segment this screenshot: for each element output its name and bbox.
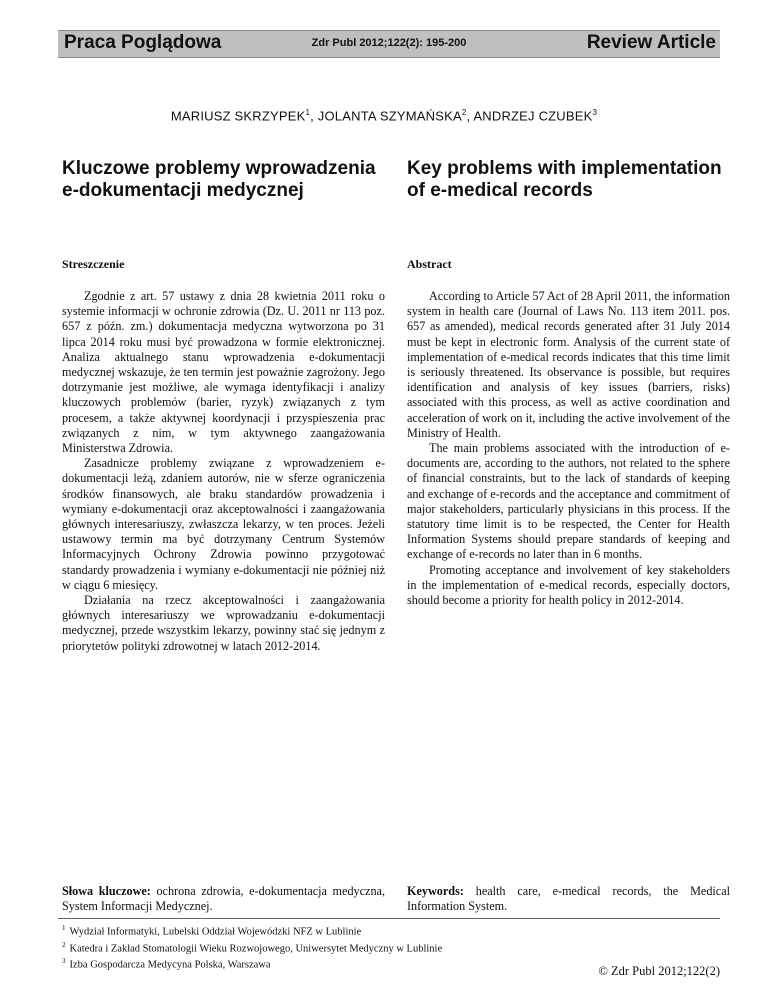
keywords-label: Keywords: [407,884,464,898]
author: MARIUSZ SKRZYPEK [170,108,306,124]
affiliation-item: $^1$ Wydział Informatyki, Lubelski Oddział Wojewódzki NFZ w Lublinie [62,924,362,938]
article-type-pl: Praca Poglądowa [64,32,222,53]
affiliations [62,922,442,972]
abstract-body-pl [62,289,385,654]
keywords-en [407,884,730,914]
journal-header-bar [58,30,720,58]
keywords-pl [62,884,385,914]
author-affiliation-mark: 1 [305,108,311,117]
keywords-text: health care, e-medical records, the Medical Information System. [407,884,730,914]
author: ANDRZEJ CZUBEK [473,108,593,124]
abstract-paragraph: Działania na rzecz akceptowalności i zaangażowania głównych interesariuszy we wprowadzaniu e-dokumentacji medycznej, przede wszystkim lekarzy, powinny stać się jednym z priorytetów polityki zdrowotnej w latach 2012-2014. [62,593,385,653]
abstract-paragraph: Zgodnie z art. 57 ustawy z dnia 28 kwietnia 2011 roku o systemie informacji w ochronie zdrowia (Dz. U. 2011 nr 113 poz. 657 z późn. zm.) dokumentacja medyczna wytworzona po 31 lipca 2014 roku musi być prowadzona w formie elektronicznej. Analiza aktualnego stanu wprowadzenia e-dokumentacji medycznej wskazuje, że ten termin jest poważnie zagrożony. Jego dotrzymanie jest możliwe, ale wymaga identyfikacji i analizy kluczowych problemów (barier, ryzyk) związanych z tym procesem, a także aktywnej koordynacji i przyspieszenia prac związanych z nim, w tym aktywnego zaangażowania Ministerstwa Zdrowia. [62,289,385,456]
author-affiliation-mark: 2 [461,108,467,117]
author: JOLANTA SZYMAŃSKA [317,108,462,124]
keywords-label: Słowa kluczowe: [62,884,151,898]
abstract-paragraph: Promoting acceptance and involvement of key stakeholders in the implementation of e-medical records, especially doctors, should become a priority for health policy in 2012-2014. [407,562,730,608]
footnote-divider [58,918,720,919]
abstract-body-en [407,289,730,608]
title-polish: Kluczowe problemy wprowadzenia e-dokumentacji medycznej [62,158,376,201]
keywords-text: ochrona zdrowia, e-dokumentacja medyczna, System Informacji Medycznej. [62,884,385,914]
abstract-paragraph: Zasadnicze problemy związane z wprowadzeniem e-dokumentacji leżą, zdaniem autorów, nie w sferze ograniczenia środków finansowych, ale braku standardów prowadzenia i wymiany e-dokumentacji oraz akceptowalności i zaangażowania głównych interesariuszy, zwłaszcza lekarzy, w ten proces. Jeżeli ustawowy termin ma być dotrzymany Centrum Systemów Informacyjnych Ochrony Zdrowia powinno przygotować standardy prowadzenia i wymiany e-dokumentacji nie później niż w ciągu 6 miesięcy. [62,456,385,592]
citation: Zdr Publ 2012;122(2): 195-200 [311,37,467,49]
abstract-paragraph: The main problems associated with the introduction of e-documents are, according to the authors, not related to the sphere of financial constraints, but to the lack of standards of keeping and exchange of e-records and the acceptance and commitment of major stakeholders, particularly physicians in this process. If the statutory time limit is to be respected, the Center for Health Information Systems should prepare standards of keeping and exchange of e-records no later than in 6 months. [407,441,730,562]
abstract-heading-en: Abstract [407,257,452,271]
affiliation-item: $^2$ Katedra i Zakład Stomatologii Wieku Rozwojowego, Uniwersytet Medyczny w Lublinie [62,940,443,954]
article-type-en: Review Article [586,32,716,53]
title-english: Key problems with implementation of e-medical records [407,158,722,201]
abstract-paragraph: According to Article 57 Act of 28 April 2011, the information system in health care (Journal of Laws No. 113 item 2011. pos. 657 as amended), medical records generated after 31 July 2014 must be kept in electronic form. Analysis of the current state of implementation of e-medical records indicates that this time limit is seriously threatened. Its observance is possible, but requires identification and analysis of key issues (barriers, risks) associated with this process, as well as active coordination and acceleration of work on it, including the active involvement of the Ministry of Health. [407,289,730,440]
author-list: MARIUSZ SKRZYPEK$^1$, JOLANTA SZYMAŃSKA$^2$, ANDRZEJ CZUBEK$^3$ [170,108,598,124]
abstract-heading-pl: Streszczenie [62,257,125,271]
affiliation-item: $^3$ Izba Gospodarcza Medycyna Polska, Warszawa [62,957,271,971]
copyright-footer: © Zdr Publ 2012;122(2) [598,964,720,978]
author-affiliation-mark: 3 [592,108,598,117]
